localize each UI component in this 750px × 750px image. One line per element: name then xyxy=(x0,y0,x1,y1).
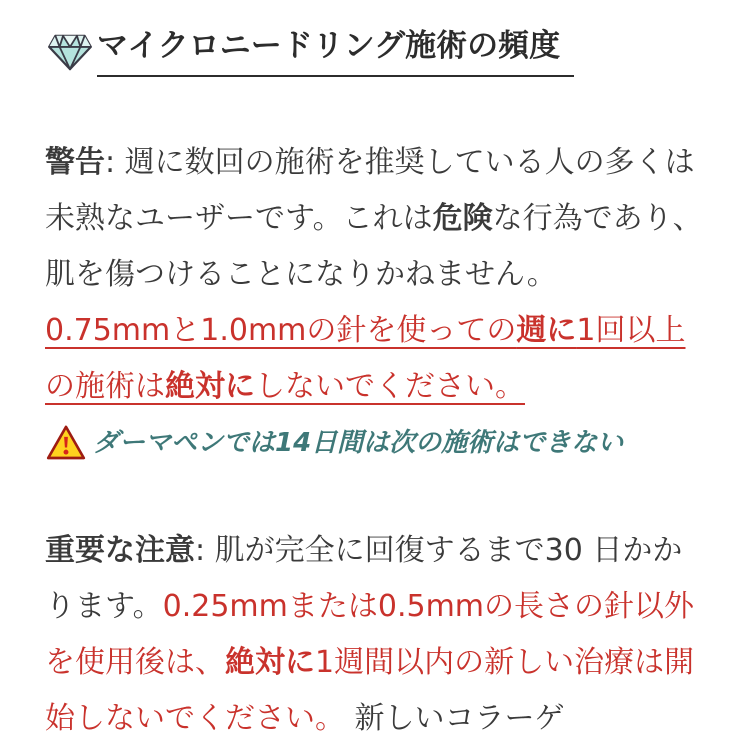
red-bold-weekly: 週に xyxy=(516,312,577,348)
warning-paragraph xyxy=(45,135,712,303)
red-text-3: しないでください。 xyxy=(255,368,525,404)
caution-note-text: ダーマペンでは14日間は次の施術はできない xyxy=(93,427,624,458)
red-prohibition-text xyxy=(45,303,712,415)
warning-text-1: 週に数回の施術を推奨している人の多くは未熟なユーザーです。これは xyxy=(45,144,695,236)
warning-text-2: な行為であり、肌を傷つけることになりかねません。 xyxy=(45,200,703,292)
warning-separator: : xyxy=(105,144,125,180)
title-text: マイクロニードリング施術の頻度 xyxy=(97,26,574,77)
warning-triangle-icon xyxy=(45,423,87,463)
important-text-2: 新しいコラーゲ xyxy=(345,700,565,736)
important-red-text-2: 1週間以内の新しい治療は開始しないでください。 xyxy=(45,644,695,736)
danger-bold-text: 危険 xyxy=(432,200,493,236)
important-red-text-1: 0.25mmまたは0.5mmの長さの針以外を使用後は、 xyxy=(45,588,695,680)
important-red-bold: 絶対に xyxy=(225,644,315,680)
red-text-2: 1回以上の施術は xyxy=(45,312,686,404)
warning-label: 警告 xyxy=(45,144,105,180)
page-title xyxy=(45,26,712,77)
important-text-1: 肌が完全に回復するまで30 日かかります。 xyxy=(45,532,683,624)
gem-icon xyxy=(45,24,95,74)
important-separator: : xyxy=(195,532,215,568)
caution-note xyxy=(45,415,712,471)
important-paragraph xyxy=(45,523,712,747)
red-text-1: 0.75mmと1.0mmの針を使っての xyxy=(45,312,517,348)
important-label: 重要な注意 xyxy=(45,532,195,568)
red-bold-absolutely: 絶対に xyxy=(165,368,255,404)
